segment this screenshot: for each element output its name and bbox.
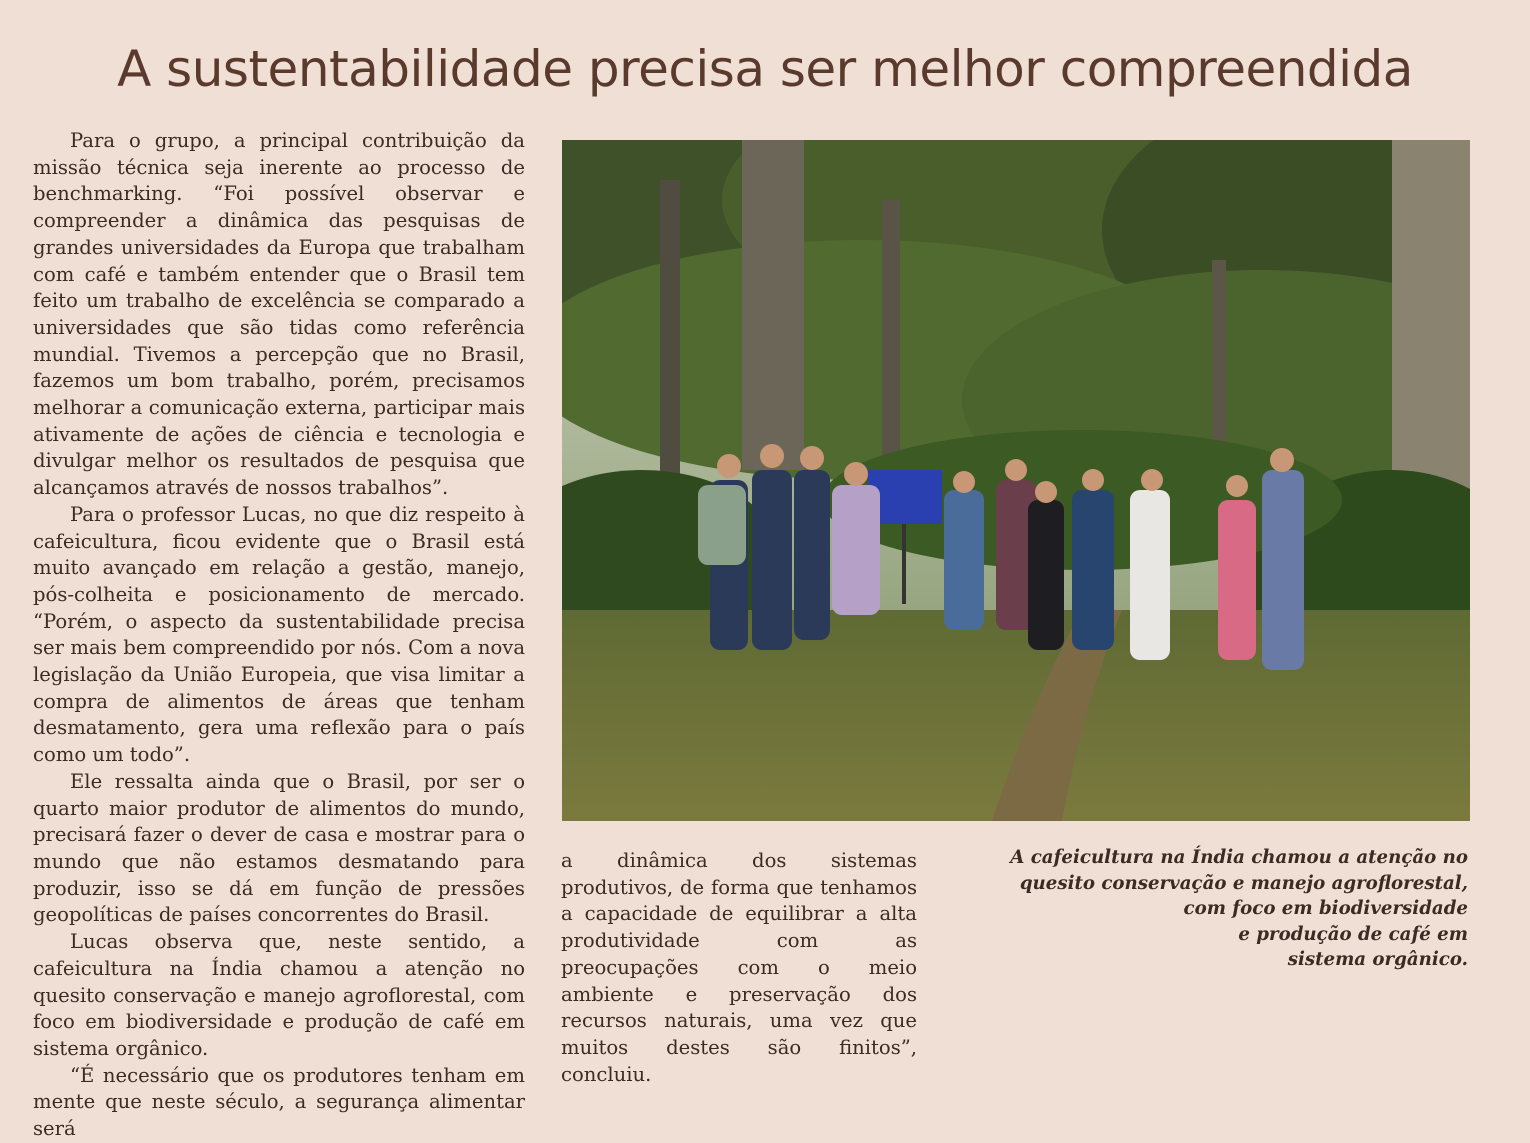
caption-line: e produção de café em [1238,923,1468,945]
caption-line: quesito conservação e manejo agroflorestal, [1019,872,1468,894]
article-column-middle [561,848,917,1088]
paragraph: Para o professor Lucas, no que diz respeito à cafeicultura, ficou evidente que o Brasil está muito avançado em relação a gestão, manejo, pós-colheita e posicionamento de mercado. “Porém, o aspecto da sustentabilidade precisa ser mais bem compreendido por nós. Com a nova legislação da União Europeia, que visa limitar a compra de alimentos de áreas que tenham desmatamento, gera uma reflexão para o país como um todo”. [33,502,525,767]
article-title: A sustentabilidade precisa ser melhor compreendida [117,40,1413,98]
photo-caption [985,845,1468,973]
photo-illustration [562,140,1470,821]
paragraph: Lucas observa que, neste sentido, a cafeicultura na Índia chamou a atenção no quesito conservação e manejo agroflorestal, com foco em biodiversidade e produção de café em sistema orgânico. [33,930,525,1060]
paragraph: “É necessário que os produtores tenham em mente que neste século, a segurança alimentar será [33,1063,525,1141]
caption-line: sistema orgânico. [1287,949,1468,971]
paragraph: Ele ressalta ainda que o Brasil, por ser o quarto maior produtor de alimentos do mundo, precisará fazer o dever de casa e mostrar para o mundo que não estamos desmatando para produzir, isso se dá em função de pressões geopolíticas de países concorrentes do Brasil. [33,769,525,927]
caption-line: A cafeicultura na Índia chamou a atenção no [1010,847,1468,868]
caption-line: com foco em biodiversidade [1183,898,1468,920]
paragraph: Para o grupo, a principal contribuição da missão técnica seja inerente ao processo de benchmarking. “Foi possível observar e compreender a dinâmica das pesquisas de grandes universidades da Europa que trabalham com café e também entender que o Brasil tem feito um trabalho de excelência se comparado a universidades que são tidas como referência mundial. Tivemos a percepção que no Brasil, fazemos um bom trabalho, porém, precisamos melhorar a comunicação externa, participar mais ativamente de ações de ciência e tecnologia e divulgar melhor os resultados de pesquisa que alcançamos através de nossos trabalhos”. [33,129,525,500]
group-photo-coffee-forest [562,140,1470,821]
paragraph: a dinâmica dos sistemas produtivos, de forma que tenhamos a capacidade de equilibrar a alta produtividade com as preocupações com o meio ambiente e preservação dos recursos naturais, uma vez que muitos destes são finitos”, concluiu. [561,849,917,1086]
article-column-left [33,128,525,1143]
